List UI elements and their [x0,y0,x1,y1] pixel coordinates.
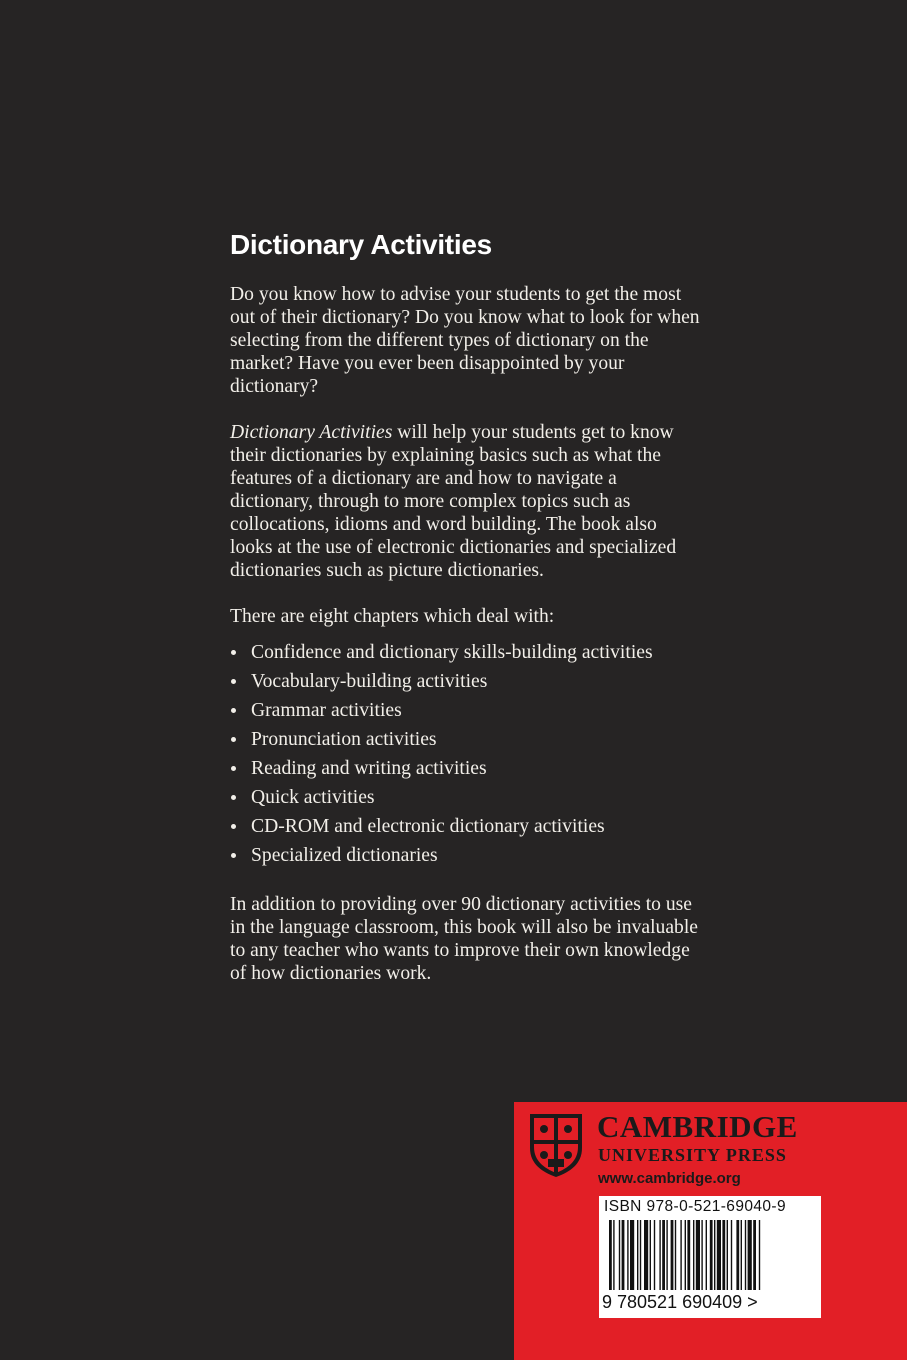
chapter-item: Grammar activities [230,696,700,725]
barcode-bar [753,1220,756,1290]
barcode-box [599,1196,821,1318]
barcode-bar [687,1220,690,1290]
barcode-bar [640,1220,641,1290]
chapter-item: Pronunciation activities [230,725,700,754]
barcode-bar [741,1220,742,1290]
isbn-label: ISBN 978-0-521-69040-9 [604,1198,786,1215]
barcode-icon [609,1220,811,1290]
barcode-bar [701,1220,702,1290]
barcode-bar [609,1220,612,1290]
barcode-bar [675,1220,676,1290]
barcode-bar [685,1220,686,1290]
barcode-bar [654,1220,655,1290]
barcode-bar [731,1220,732,1290]
barcode-bar [748,1220,752,1290]
barcode-bar [696,1220,700,1290]
publisher-panel [514,1102,907,1360]
barcode-bar [736,1220,739,1290]
barcode-bar [650,1220,651,1290]
barcode-bar [693,1220,694,1290]
barcode-bar [630,1220,634,1290]
barcode-bar [662,1220,665,1290]
chapter-item: CD-ROM and electronic dictionary activities [230,812,700,841]
chapter-item: Reading and writing activities [230,754,700,783]
chapters-intro: There are eight chapters which deal with: [230,606,555,627]
intro-paragraph: Do you know how to advise your students to get the most out of their dictionary? Do you know what to look for when selecting from the different types of dictionary on the market? Have you ever been disappointed by your dictionary? [230,284,700,397]
barcode-bar [680,1220,681,1290]
barcode-bar [671,1220,674,1290]
barcode-bar [644,1220,648,1290]
description-book-title: Dictionary Activities [230,422,393,443]
chapter-item: Quick activities [230,783,700,812]
university-crest-icon [528,1112,584,1178]
publisher-name: CAMBRIDGE [597,1109,798,1144]
barcode-bar [613,1220,614,1290]
book-title: Dictionary Activities [230,229,492,260]
barcode-bar [727,1220,728,1290]
chapter-item: Confidence and dictionary skills-building activities [230,638,700,667]
barcode-bar [666,1220,667,1290]
barcode-bar [619,1220,620,1290]
closing-paragraph: In addition to providing over 90 dictionary activities to use in the language classroom, this book will also be invaluable to any teacher who wants to improve their own knowledge of how dictionaries work. [230,894,698,984]
barcode-bar [710,1220,713,1290]
barcode-bar [637,1220,638,1290]
chapter-item: Specialized dictionaries [230,841,700,870]
barcode-bar [722,1220,725,1290]
barcode-bar [622,1220,625,1290]
barcode-bar [745,1220,746,1290]
barcode-bar [627,1220,628,1290]
description-paragraph [230,421,700,582]
barcode-bar [714,1220,715,1290]
barcode-bar [659,1220,660,1290]
barcode-bar [759,1220,760,1290]
description-text: will help your students get to know their dictionaries by explaining basics such as what the features of a dictionary are and how to navigate a dictionary, through to more complex topics such as collocations, idioms and word building. The book also looks at the use of electronic dictionaries and specialized dictionaries such as picture dictionaries. [230,422,677,581]
barcode-bar [717,1220,721,1290]
back-cover-text [230,226,700,1008]
publisher-url: www.cambridge.org [598,1170,741,1187]
barcode-bar [706,1220,707,1290]
chapter-item: Vocabulary-building activities [230,667,700,696]
publisher-subtitle: UNIVERSITY PRESS [598,1145,787,1165]
chapters-list [230,638,700,870]
barcode-digits: 9 780521 690409 > [602,1292,758,1312]
